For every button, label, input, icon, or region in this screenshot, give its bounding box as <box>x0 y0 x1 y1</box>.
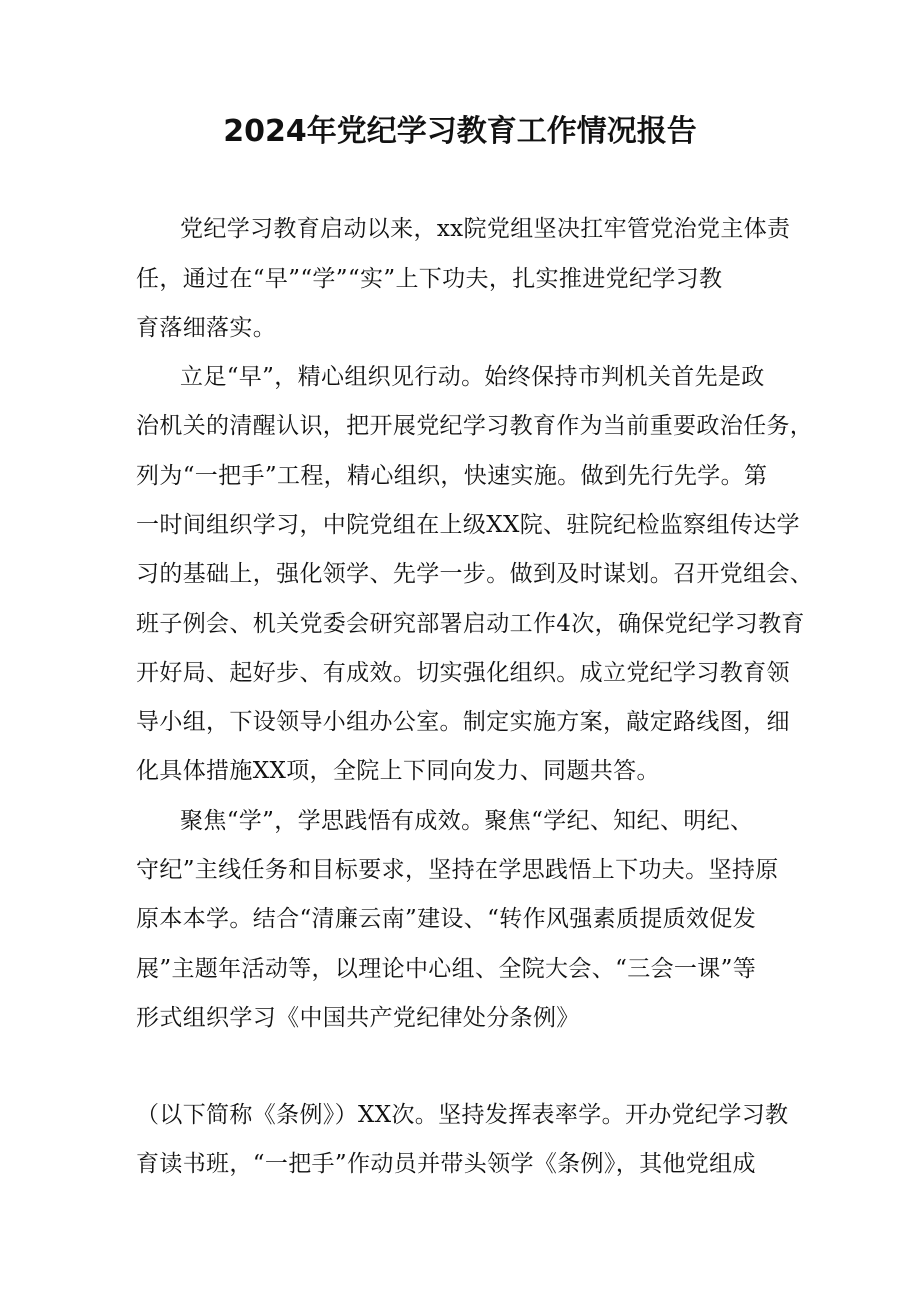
paragraph-4-line-2: 育读书班，“一把手”作动员并带头领学《条例》，其他党组成 <box>136 1151 756 1177</box>
paragraph-3-line-2: 守纪”主线任务和目标要求，坚持在学思践悟上下功夫。坚持原 <box>136 857 779 883</box>
paragraph-2-line-6: 班子例会、机关党委会研究部署启动工作4次，确保党纪学习教育 <box>136 611 805 637</box>
paragraph-3-line-5: 形式组织学习《中国共产党纪律处分条例》 <box>136 1005 580 1031</box>
paragraph-1-line-2: 任，通过在“早”“学”“实”上下功夫，扎实推进党纪学习教 <box>136 266 723 292</box>
paragraph-2-line-7: 开好局、起好步、有成效。切实强化组织。成立党纪学习教育领 <box>136 660 790 686</box>
paragraph-3-line-4: 展”主题年活动等，以理论中心组、全院大会、“三会一课”等 <box>136 956 757 982</box>
paragraph-2-line-3: 列为“一把手”工程，精心组织，快速实施。做到先行先学。第 <box>136 463 768 489</box>
paragraph-2-line-1: 立足“早”，精心组织见行动。始终保持市判机关首先是政 <box>180 364 765 390</box>
document-title: 2024年党纪学习教育工作情况报告 <box>223 114 697 149</box>
paragraph-2-line-5: 习的基础上，强化领学、先学一步。做到及时谋划。召开党组会、 <box>136 561 814 587</box>
paragraph-1-line-3: 育落细落实。 <box>136 315 277 341</box>
paragraph-1-line-1: 党纪学习教育启动以来，xx院党组坚决扛牢管党治党主体责 <box>180 216 791 242</box>
paragraph-4-line-1: （以下简称《条例》）XX次。坚持发挥表率学。开办党纪学习教 <box>136 1102 789 1128</box>
paragraph-2-line-4: 一时间组织学习，中院党组在上级XX院、驻院纪检监察组传达学 <box>136 512 800 538</box>
paragraph-3-line-1: 聚焦“学”，学思践悟有成效。聚焦“学纪、知纪、明纪、 <box>180 808 754 834</box>
paragraph-2-line-9: 化具体措施XX项，全院上下同向发力、同题共答。 <box>136 758 660 784</box>
paragraph-3-line-3: 原本本学。结合“清廉云南”建设、“转作风强素质提质效促发 <box>136 906 757 932</box>
paragraph-2-line-2: 治机关的清醒认识，把开展党纪学习教育作为当前重要政治任务， <box>136 413 814 439</box>
paragraph-2-line-8: 导小组，下设领导小组办公室。制定实施方案，敲定路线图，细 <box>136 709 790 735</box>
